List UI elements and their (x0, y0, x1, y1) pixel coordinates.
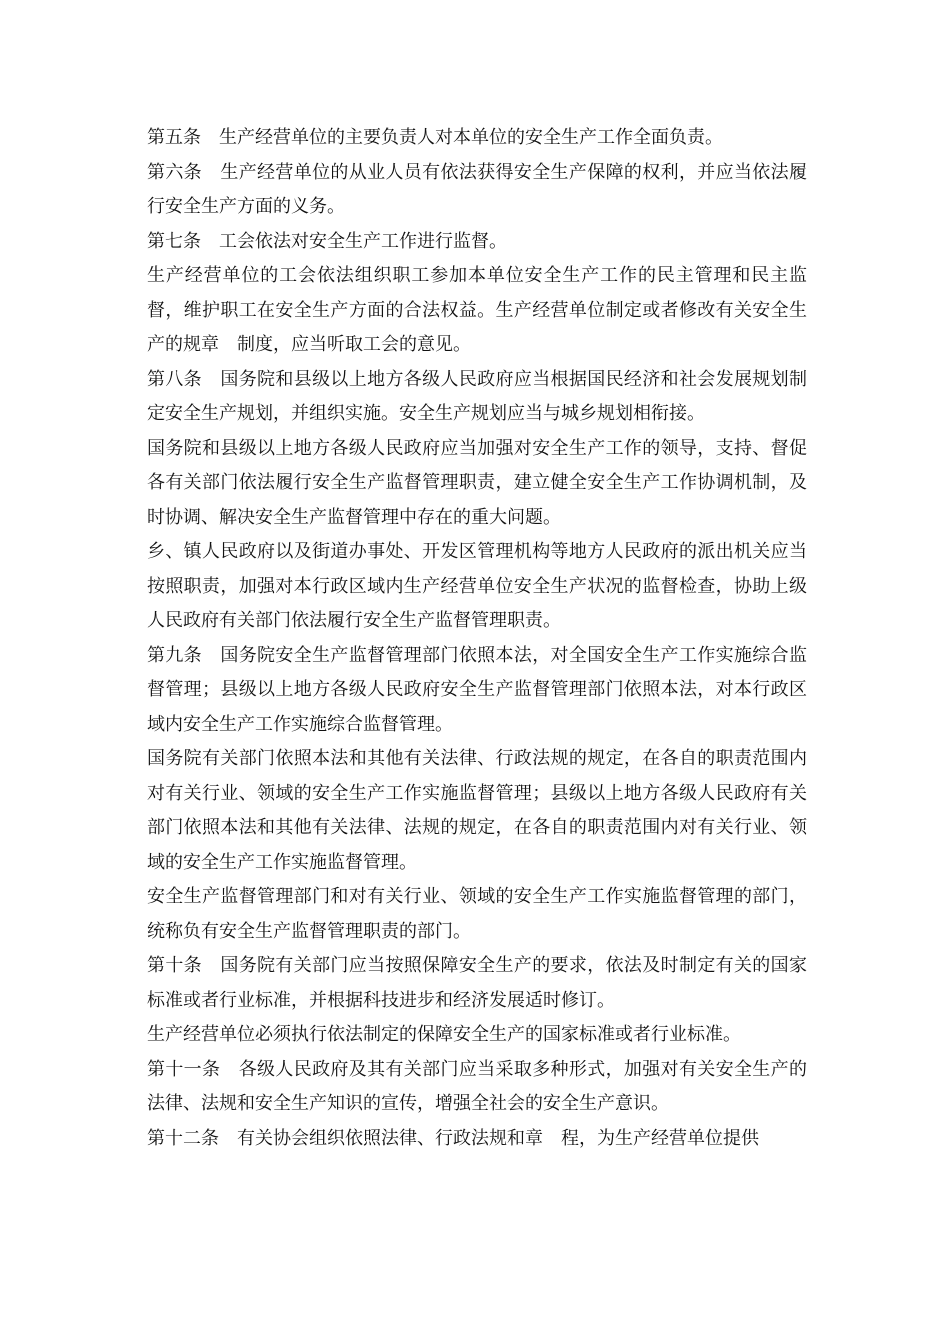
paragraph-article-8: 第八条 国务院和县级以上地方各级人民政府应当根据国民经济和社会发展规划制定安全生产规划，并组织实施。安全生产规划应当与城乡规划相衔接。 (147, 368, 807, 424)
paragraph-article-8-clause-3: 乡、镇人民政府以及街道办事处、开发区管理机构等地方人民政府的派出机关应当按照职责，加强对本行政区域内生产经营单位安全生产状况的监督检查，协助上级人民政府有关部门依法履行安全生产监督管理职责。 (147, 541, 807, 631)
paragraph-article-7-clause-2: 生产经营单位的工会依法组织职工参加本单位安全生产工作的民主管理和民主监督，维护职工在安全生产方面的合法权益。生产经营单位制定或者修改有关安全生产的规章 制度，应当听取工会的意见。 (147, 265, 807, 355)
paragraph-article-9-clause-2: 国务院有关部门依照本法和其他有关法律、行政法规的规定，在各自的职责范围内对有关行业、领域的安全生产工作实施监督管理；县级以上地方各级人民政府有关部门依照本法和其他有关法律、法规的规定，在各自的职责范围内对有关行业、领域的安全生产工作实施监督管理。 (147, 748, 807, 873)
paragraph-article-9: 第九条 国务院安全生产监督管理部门依照本法，对全国安全生产工作实施综合监督管理；县级以上地方各级人民政府安全生产监督管理部门依照本法，对本行政区域内安全生产工作实施综合监督管理。 (147, 644, 807, 735)
paragraph-article-9-clause-3: 安全生产监督管理部门和对有关行业、领域的安全生产工作实施监督管理的部门，统称负有安全生产监督管理职责的部门。 (147, 886, 807, 942)
document-body (147, 121, 807, 1156)
paragraph-article-11: 第十一条 各级人民政府及其有关部门应当采取多种形式，加强对有关安全生产的法律、法规和安全生产知识的宣传，增强全社会的安全生产意识。 (147, 1058, 807, 1114)
paragraph-article-10: 第十条 国务院有关部门应当按照保障安全生产的要求，依法及时制定有关的国家标准或者行业标准，并根据科技进步和经济发展适时修订。 (147, 955, 807, 1011)
paragraph-article-12: 第十二条 有关协会组织依照法律、行政法规和章 程，为生产经营单位提供 (147, 1127, 759, 1149)
paragraph-article-10-clause-2: 生产经营单位必须执行依法制定的保障安全生产的国家标准或者行业标准。 (147, 1024, 741, 1045)
paragraph-article-7: 第七条 工会依法对安全生产工作进行监督。 (147, 230, 507, 252)
paragraph-article-5: 第五条 生产经营单位的主要负责人对本单位的安全生产工作全面负责。 (147, 127, 723, 148)
paragraph-article-8-clause-2: 国务院和县级以上地方各级人民政府应当加强对安全生产工作的领导，支持、督促各有关部门依法履行安全生产监督管理职责，建立健全安全生产工作协调机制，及时协调、解决安全生产监督管理中存在的重大问题。 (147, 437, 807, 528)
paragraph-article-6: 第六条 生产经营单位的从业人员有依法获得安全生产保障的权利，并应当依法履行安全生产方面的义务。 (147, 161, 807, 217)
